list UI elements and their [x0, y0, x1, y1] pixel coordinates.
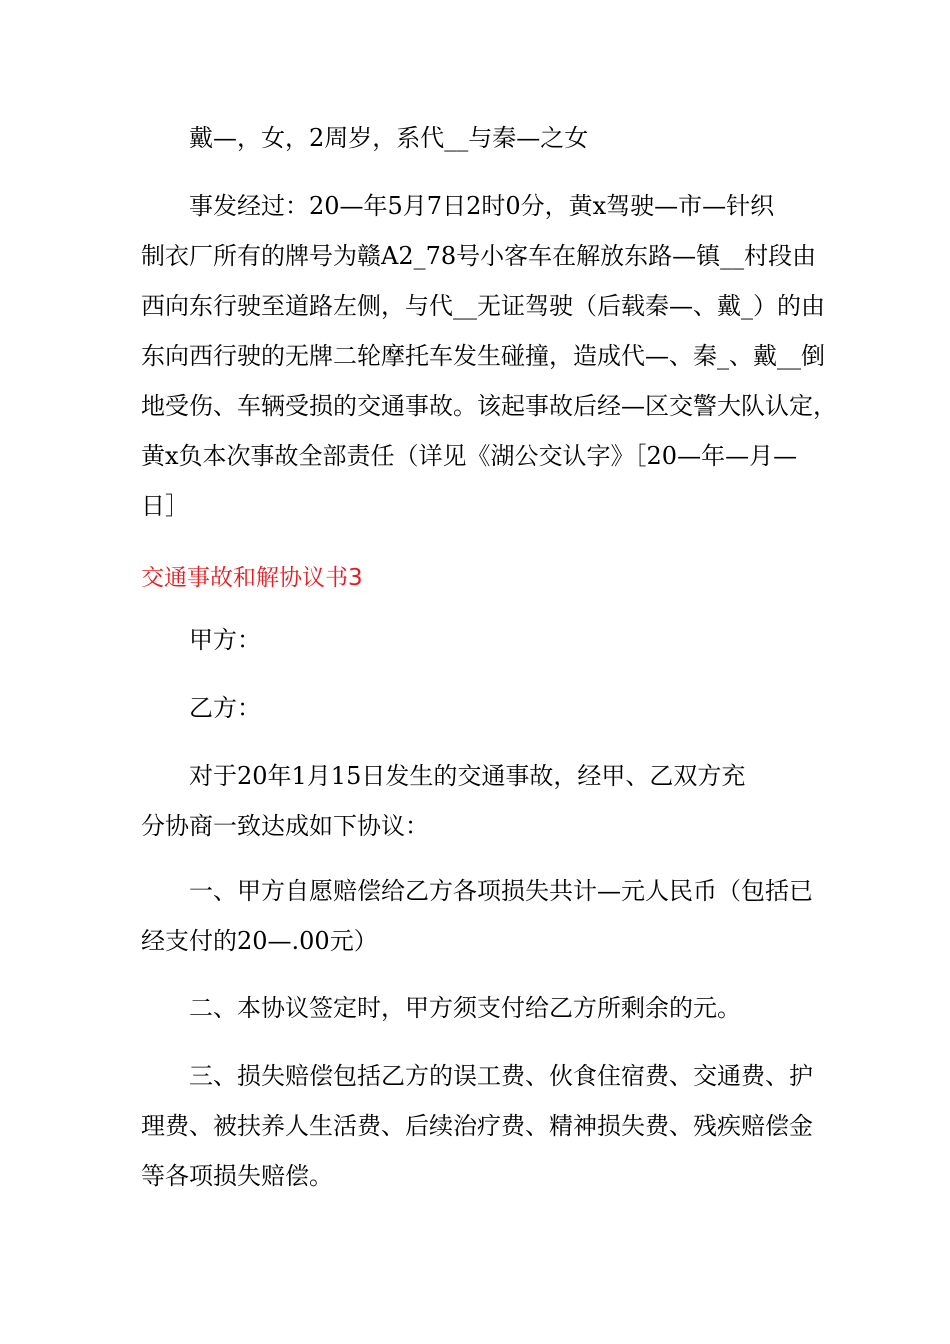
accident-paragraph — [141, 181, 837, 531]
paragraph-line: 黄x负本次事故全部责任（详见《湖公交认字》［20—年—月— — [141, 442, 798, 470]
paragraph-line: 分协商一致达成如下协议： — [141, 812, 429, 840]
party-b-label: 乙方： — [189, 694, 261, 722]
paragraph-line: 地受伤、车辆受损的交通事故。该起事故后经—区交警大队认定， — [141, 392, 837, 420]
paragraph-line: 二、本协议签定时，甲方须支付给乙方所剩余的元。 — [189, 994, 741, 1022]
intro-paragraph — [141, 113, 821, 163]
paragraph-line: 事发经过：20—年5月7日2时0分，黄x驾驶—市—针织 — [189, 192, 775, 220]
party-a-line — [141, 615, 821, 665]
clause-3-paragraph — [141, 1051, 821, 1201]
paragraph-line: 对于20年1月15日发生的交通事故，经甲、乙双方充 — [189, 762, 746, 790]
paragraph-line: 经支付的20—.00元） — [141, 927, 378, 955]
agreement-intro-paragraph — [141, 751, 821, 851]
paragraph-line: 西向东行驶至道路左侧，与代__无证驾驶（后载秦—、戴_）的由 — [141, 292, 825, 320]
party-a-label: 甲方： — [189, 626, 261, 654]
paragraph-line: 三、损失赔偿包括乙方的误工费、伙食住宿费、交通费、护 — [189, 1062, 813, 1090]
party-b-line — [141, 683, 821, 733]
paragraph-line: 理费、被扶养人生活费、后续治疗费、精神损失费、残疾赔偿金 — [141, 1112, 813, 1140]
paragraph-line: 戴—，女，2周岁，系代__与秦—之女 — [189, 124, 589, 152]
paragraph-line: 制衣厂所有的牌号为赣A2_78号小客车在解放东路—镇__村段由 — [141, 242, 817, 270]
paragraph-line: 等各项损失赔偿。 — [141, 1162, 333, 1190]
paragraph-line: 一、甲方自愿赔偿给乙方各项损失共计—元人民币（包括已 — [189, 877, 813, 905]
paragraph-line: 日］ — [141, 492, 189, 520]
clause-2-paragraph — [141, 983, 821, 1033]
clause-1-paragraph — [141, 866, 821, 966]
paragraph-line: 东向西行驶的无牌二轮摩托车发生碰撞，造成代—、秦_、戴__倒 — [141, 342, 825, 370]
section-heading: 交通事故和解协议书3 — [141, 565, 363, 591]
